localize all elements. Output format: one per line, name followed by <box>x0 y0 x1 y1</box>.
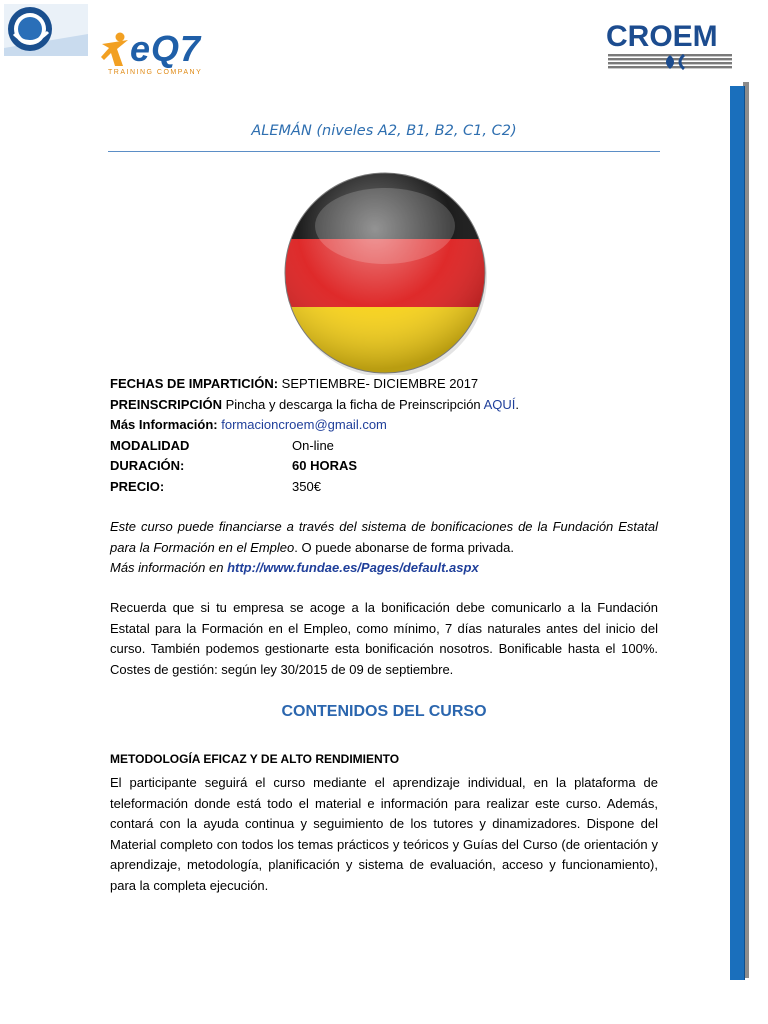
duration-label: DURACIÓN: <box>110 458 185 473</box>
price-row <box>110 477 321 497</box>
preinscription-row <box>110 395 519 415</box>
preinscription-period: . <box>515 397 519 412</box>
preinscription-label: PREINSCRIPCIÓN <box>110 397 222 412</box>
reminder-paragraph: Recuerda que si tu empresa se acoge a la bonificación debe comunicarlo a la Fundación Estatal para la Formación en el Empleo, como mínimo, 7 días naturales antes del inicio del curso. También podemos gestionarte esta bonificación nosotros. Bonificable hasta el 100%. Costes de gestión: según ley 30/2015 de 09 de septiembre. <box>110 600 658 677</box>
financing-private: . O puede abonarse de forma privada. <box>294 539 514 555</box>
more-info-row <box>110 415 387 435</box>
croem-logo <box>606 20 734 72</box>
modality-value: On-line <box>292 438 334 453</box>
croem-stripes-icon <box>608 54 732 72</box>
modality-row <box>110 436 334 456</box>
preinscription-text: Pincha y descarga la ficha de Preinscripción <box>221 397 484 412</box>
fundae-link[interactable]: http://www.fundae.es/Pages/default.aspx <box>227 560 479 576</box>
email-link[interactable]: formacioncroem@gmail.com <box>221 417 387 432</box>
methodology-paragraph: El participante seguirá el curso mediante el aprendizaje individual, en la plataforma de teleformación donde está todo el material e información para realizar este curso. Además, contará con la ayuda continua y seguimiento de los tutores y dinamizadores. Dispone del Material completo con todos los temas prácticos y teóricos y Guías del Curso (de orientación y aprendizaje, metodología, planificación y sistema de evaluación, acceso y funcionamiento), para la completa ejecución. <box>110 775 658 893</box>
dates-label: FECHAS DE IMPARTICIÓN: <box>110 376 279 391</box>
duration-value: 60 HORAS <box>292 458 358 473</box>
dates-value: SEPTIEMBRE- DICIEMBRE 2017 <box>278 376 479 391</box>
globe-logo-icon <box>4 4 88 56</box>
eq7-name: eQ7 <box>130 28 202 69</box>
contents-title: CONTENIDOS DEL CURSO <box>281 703 487 720</box>
financing-paragraph <box>110 517 658 579</box>
financing-more-label: Más información en <box>110 560 228 576</box>
more-info-label: Más Información: <box>110 417 218 432</box>
duration-row <box>110 456 358 476</box>
preinscription-link[interactable]: AQUÍ <box>483 397 516 412</box>
course-title: ALEMÁN (niveles A2, B1, B2, C1, C2) <box>251 123 517 139</box>
methodology-heading: METODOLOGÍA EFICAZ Y DE ALTO RENDIMIENTO <box>110 752 400 766</box>
dates-row <box>110 374 478 394</box>
modality-label: MODALIDAD <box>110 438 190 453</box>
runner-icon <box>100 32 130 68</box>
side-accent-bar <box>730 86 745 980</box>
financing-text: Este curso puede financiarse a través del sistema de bonificaciones de la Fundación Estatal para la Formación en el Empleo <box>110 519 658 555</box>
price-value: 350€ <box>292 479 321 494</box>
croem-name: CROEM <box>606 20 718 53</box>
title-divider <box>108 151 660 152</box>
germany-flag-icon <box>278 171 492 375</box>
eq7-tagline: TRAINING COMPANY <box>108 69 203 76</box>
eq7-logo <box>100 28 220 82</box>
price-label: PRECIO: <box>110 479 165 494</box>
